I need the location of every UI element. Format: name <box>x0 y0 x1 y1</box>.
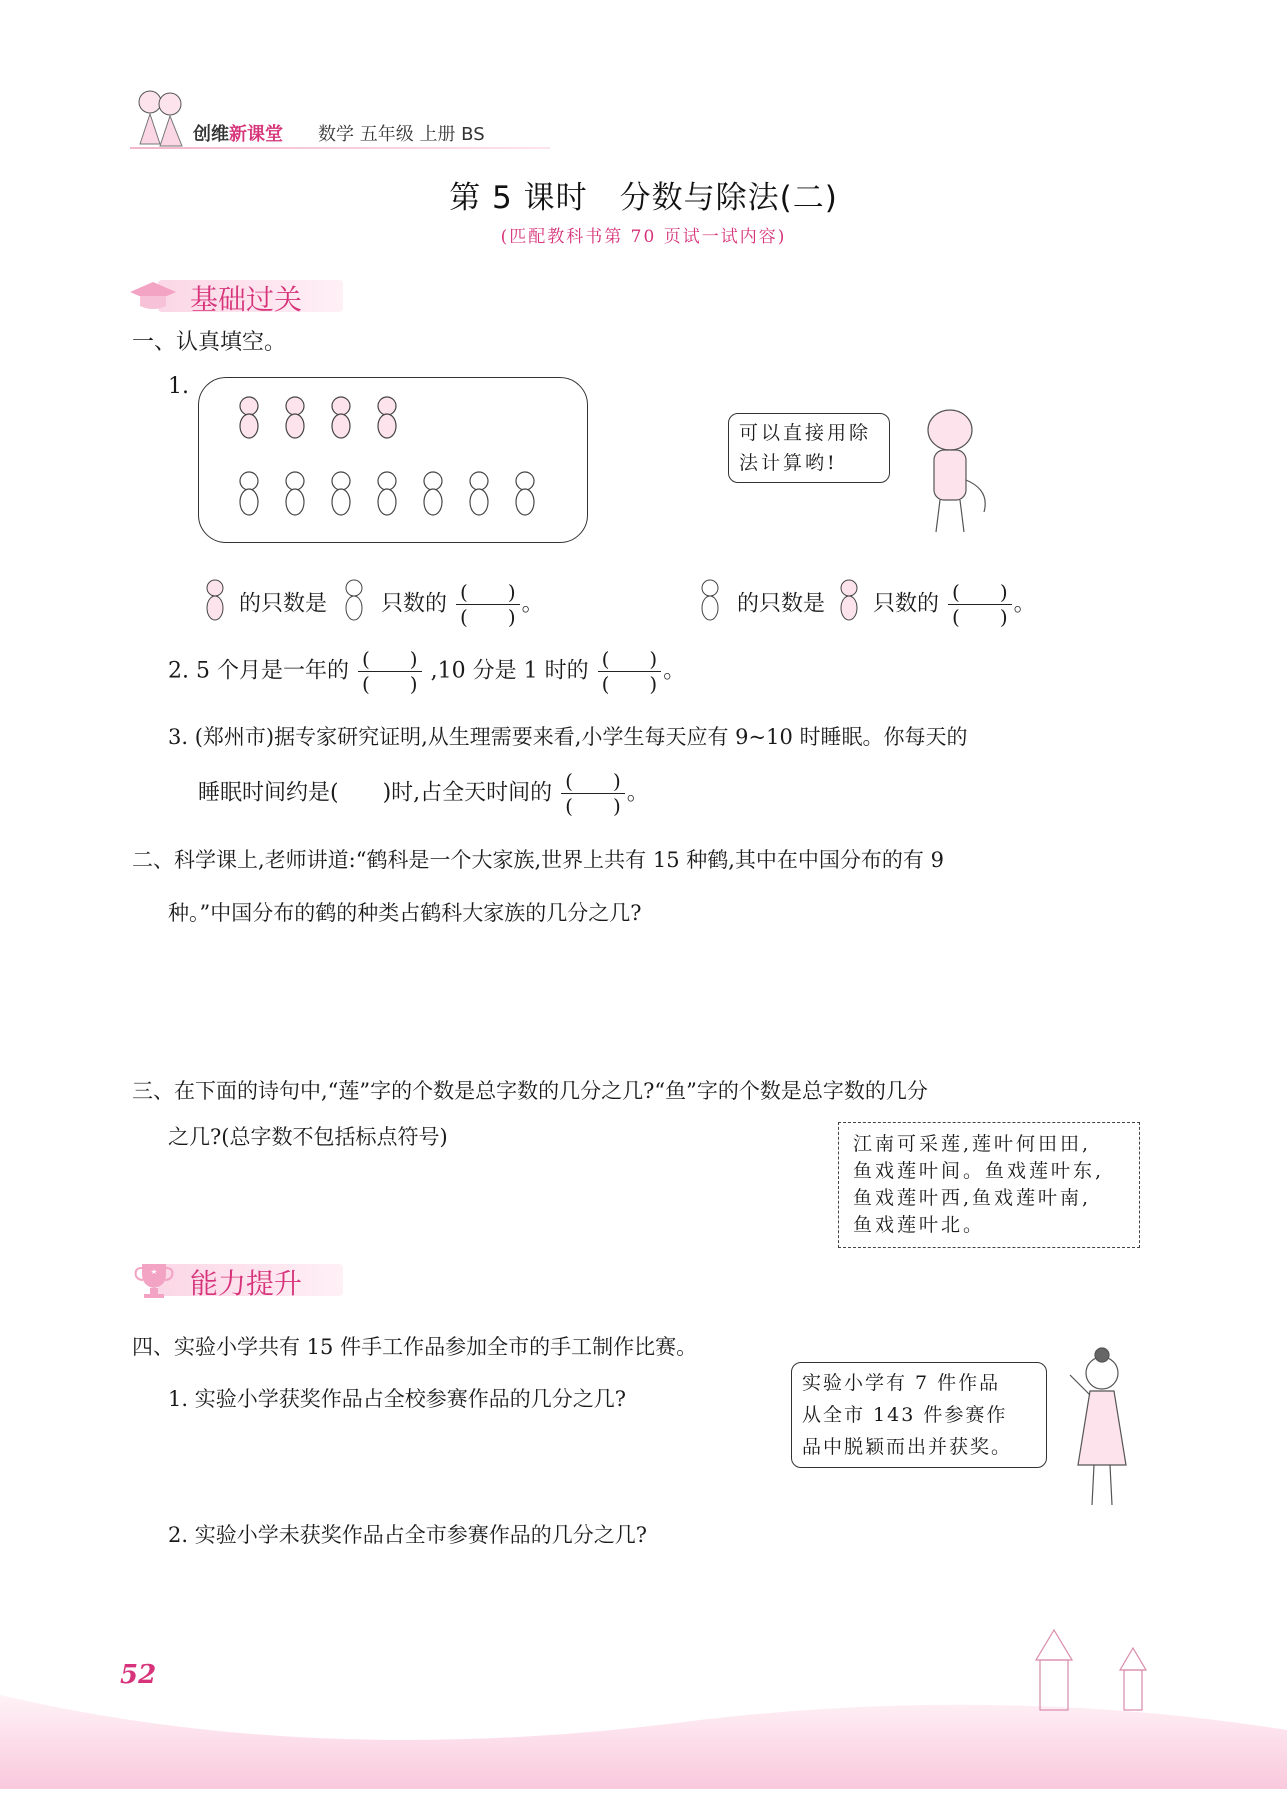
answer-fraction[interactable]: $\frac{( )}{( )}$ <box>358 648 422 695</box>
q1-part-b-text1: 的只数是 <box>737 591 826 617</box>
hint-bubble-line1: 可以直接用除 <box>739 422 872 444</box>
page-subtitle: (匹配教科书第 70 页试一试内容) <box>500 227 787 247</box>
q1-fraction-row-b: 的只数是 只数的 $\frac{( )}{( )}$ 。 <box>690 572 1036 637</box>
info-bubble-line: 实验小学有 7 件作品 <box>802 1372 1001 1394</box>
graduation-cap-icon <box>128 278 178 318</box>
q3-line1: 三、在下面的诗句中,“莲”字的个数是总字数的几分之几?“鱼”字的个数是总字数的几分 <box>132 1079 928 1103</box>
trophy-icon <box>132 1260 176 1304</box>
page-title: 第 5 课时 分数与除法(二) <box>449 180 838 216</box>
q3-line2: 之几?(总字数不包括标点符号) <box>168 1125 448 1149</box>
ant-boy-icon <box>690 572 730 637</box>
header-subject: 数学 五年级 上册 BS <box>318 124 485 145</box>
q4-item1: 1. 实验小学获奖作品占全校参赛作品的几分之几? <box>168 1387 626 1411</box>
ant-girl-icon <box>198 572 232 637</box>
footer-decoration <box>0 1600 1287 1789</box>
q1-item2-text-a: 2. 5 个月是一年的 <box>168 658 349 684</box>
q4-heading: 四、实验小学共有 15 件手工作品参加全市的手工制作比赛。 <box>132 1335 698 1359</box>
q2-answer-area[interactable] <box>168 940 1128 1060</box>
q2-line1: 二、科学课上,老师讲道:“鹤科是一个大家族,世界上共有 15 种鹤,其中在中国分布的有 9 <box>132 848 944 872</box>
section-basic-label: 基础过关 <box>190 283 303 316</box>
poem-line: 鱼戏莲叶间。鱼戏莲叶东, <box>853 1160 1105 1182</box>
q1-fraction-row-a: 的只数是 只数的 $\frac{( )}{( )}$ 。 <box>198 572 544 637</box>
q4-item1-answer-area[interactable] <box>168 1420 768 1520</box>
q1-item2-text-b: ,10 分是 1 时的 <box>430 658 589 684</box>
poem-line: 鱼戏莲叶西,鱼戏莲叶南, <box>853 1187 1092 1209</box>
q1-part-b-text2: 只数的 <box>873 591 940 617</box>
section-basic <box>128 276 358 316</box>
poem-line: 鱼戏莲叶北。 <box>853 1214 986 1236</box>
q1-item3-line2: 睡眠时间约是( )时,占全天时间的 $\frac{( )}{( )}$ 。 <box>198 769 649 818</box>
q2-line2: 种。”中国分布的鹤的种类占鹤科大家族的几分之几? <box>168 901 642 925</box>
hint-bubble-line2: 法计算哟! <box>739 452 838 474</box>
info-bubble-line: 从全市 143 件参赛作 <box>802 1404 1008 1426</box>
page-number: 52 <box>120 1660 157 1690</box>
ant-girl-icon <box>240 397 396 438</box>
ant-picture-box <box>198 377 588 543</box>
q1-item2: 2. 5 个月是一年的 $\frac{( )}{( )}$ ,10 分是 1 时的 $\frac{( )}{( )}$ 。 <box>168 647 686 696</box>
header-underline <box>130 147 550 149</box>
header-mascot <box>128 82 190 152</box>
answer-fraction[interactable]: $\frac{( )}{( )}$ <box>561 770 625 817</box>
section-advanced <box>128 1260 358 1300</box>
section-advanced-label: 能力提升 <box>190 1267 303 1300</box>
ant-boy-icon <box>240 472 534 515</box>
fox-mascot <box>900 400 1000 540</box>
answer-fraction[interactable]: $\frac{( )}{( )}$ <box>948 581 1012 628</box>
ant-girl-icon <box>832 572 866 637</box>
header-brand: 创维新课堂 <box>193 124 283 145</box>
q1-item1-number: 1. <box>168 374 189 399</box>
girl-mascot <box>1060 1345 1140 1515</box>
answer-fraction[interactable]: $\frac{( )}{( )}$ <box>598 648 662 695</box>
q4-item2: 2. 实验小学未获奖作品占全市参赛作品的几分之几? <box>168 1523 647 1547</box>
ant-boy-icon <box>334 572 374 637</box>
answer-fraction[interactable]: $\frac{( )}{( )}$ <box>456 581 520 628</box>
q1-heading: 一、认真填空。 <box>132 330 287 355</box>
poem-line: 江南可采莲,莲叶何田田, <box>853 1133 1092 1155</box>
info-bubble <box>791 1362 1047 1468</box>
hint-bubble <box>728 413 890 483</box>
info-bubble-line: 品中脱颖而出并获奖。 <box>802 1436 1013 1458</box>
q1-part-a-text1: 的只数是 <box>239 591 328 617</box>
q1-item3-line1: 3. (郑州市)据专家研究证明,从生理需要来看,小学生每天应有 9~10 时睡眠。你每天的 <box>168 725 968 749</box>
poem-box <box>838 1122 1140 1248</box>
q1-part-a-text2: 只数的 <box>381 591 448 617</box>
q1-item3-text: 睡眠时间约是( )时,占全天时间的 <box>198 780 553 806</box>
